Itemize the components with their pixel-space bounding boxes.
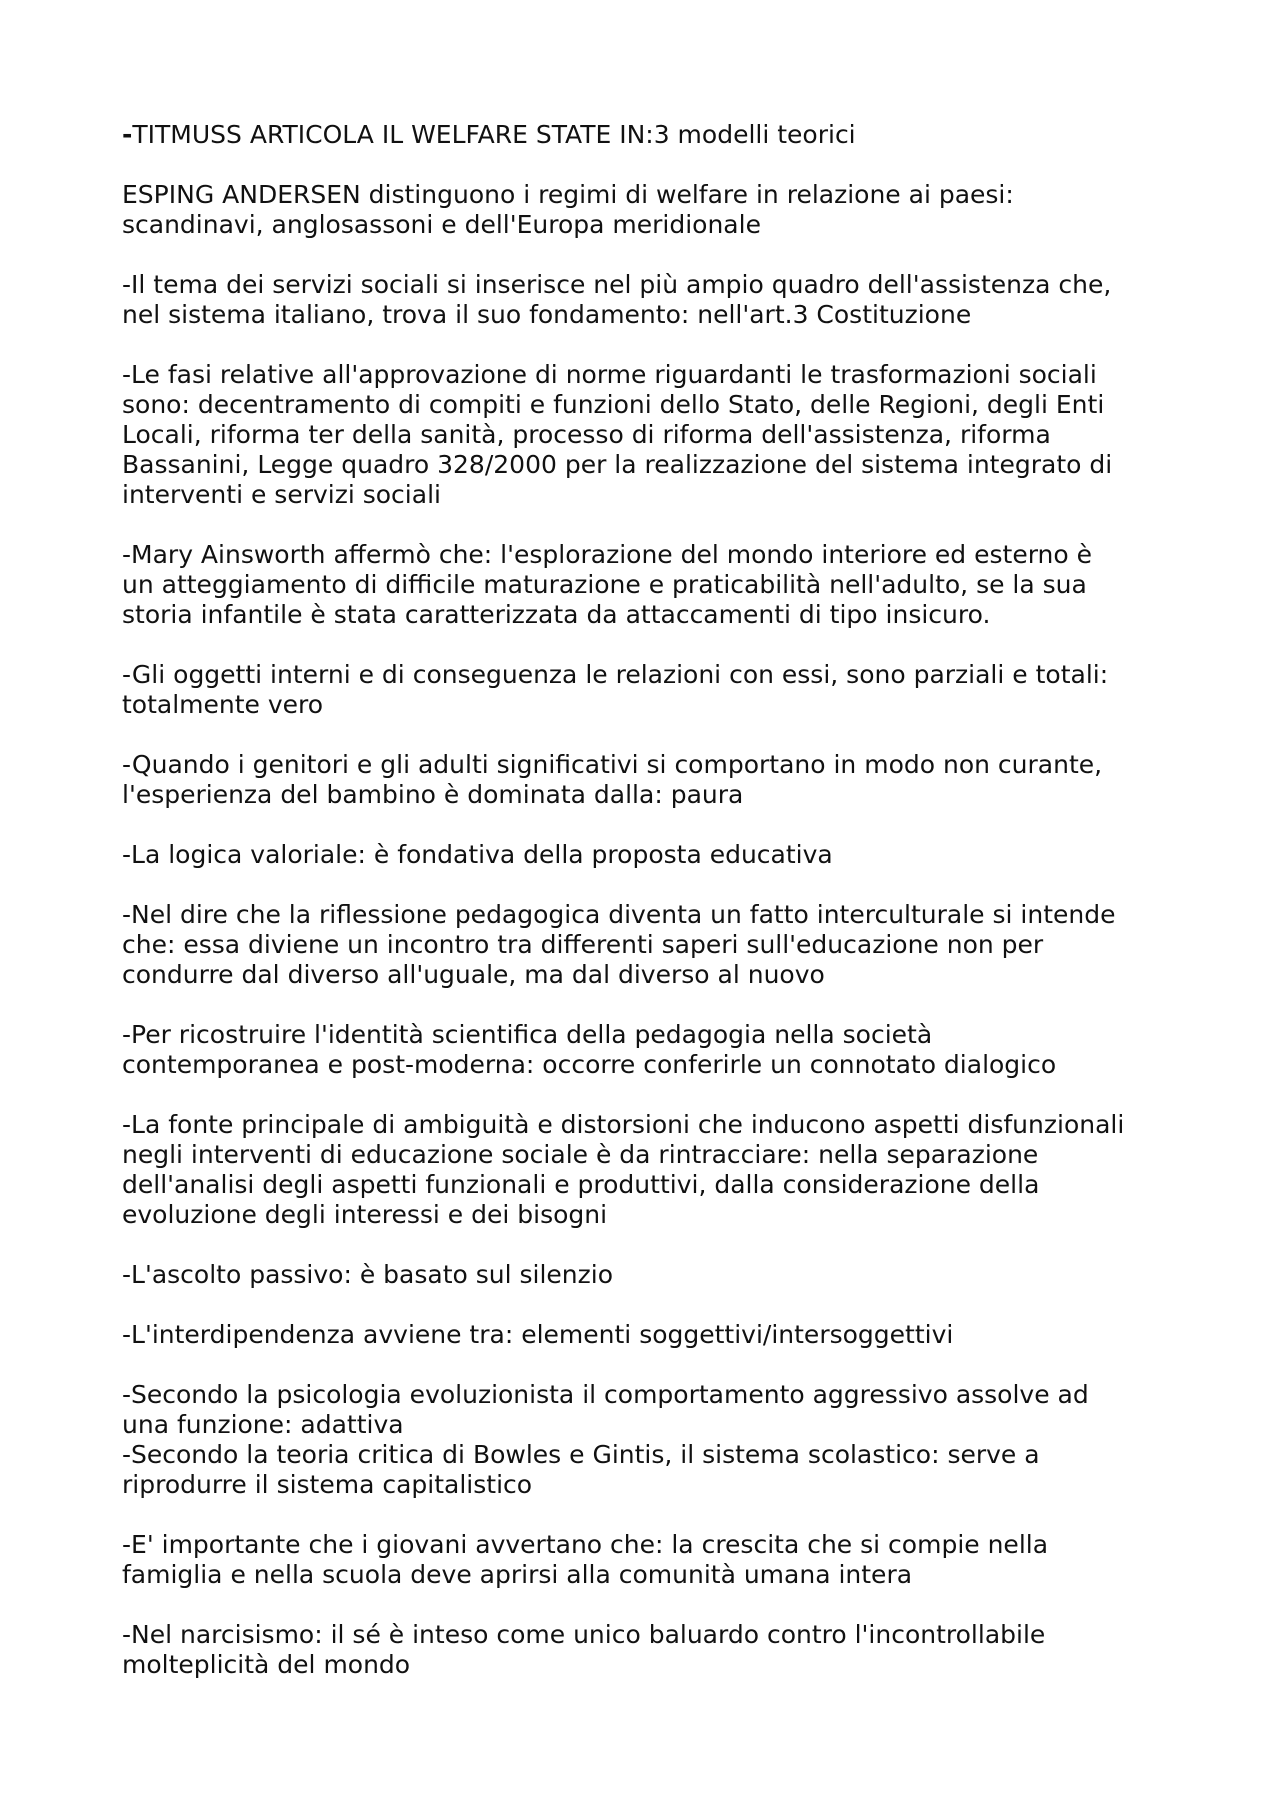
paragraph-genitori: -Quando i genitori e gli adulti significativi si comportano in modo non curante, l'esperienza del bambino è dominata dalla: paura (122, 750, 1103, 809)
paragraph-logica-valoriale: -La logica valoriale: è fondativa della proposta educativa (122, 840, 833, 869)
document-page (122, 120, 1172, 1710)
paragraph-fonte-ambiguita: -La fonte principale di ambiguità e distorsioni che inducono aspetti disfunzionali negli interventi di educazione sociale è da rintracciare: nella separazione dell'analisi degli aspetti funzionali e produttivi, dalla considerazione della evoluzione degli interessi e dei bisogni (122, 1110, 1125, 1229)
paragraph-narcisismo: -Nel narcisismo: il sé è inteso come unico baluardo contro l'incontrollabile molteplicità del mondo (122, 1620, 1046, 1679)
paragraph-fasi-norme: -Le fasi relative all'approvazione di norme riguardanti le trasformazioni sociali sono: decentramento di compiti e funzioni dello Stato, delle Regioni, degli Enti Locali, riforma ter della sanità, processo di riforma dell'assistenza, riforma Bassanini, Legge quadro 328/2000 per la realizzazione del sistema integrato di interventi e servizi sociali (122, 360, 1113, 509)
paragraph-servizi-sociali: -Il tema dei servizi sociali si inserisce nel più ampio quadro dell'assistenza che, nel sistema italiano, trova il suo fondamento: nell'art.3 Costituzione (122, 270, 1112, 329)
paragraph-giovani: -E' importante che i giovani avvertano che: la crescita che si compie nella famiglia e nella scuola deve aprirsi alla comunità umana intera (122, 1530, 1049, 1589)
paragraph-ascolto-passivo: -L'ascolto passivo: è basato sul silenzio (122, 1260, 614, 1289)
paragraph-bowles-gintis: -Secondo la teoria critica di Bowles e Gintis, il sistema scolastico: serve a riprodurre il sistema capitalistico (122, 1440, 1040, 1499)
title-text: TITMUSS ARTICOLA IL WELFARE STATE IN:3 modelli teorici (132, 120, 856, 149)
title-dash: - (122, 120, 133, 149)
paragraph-psicologia-evoluzionista: -Secondo la psicologia evoluzionista il comportamento aggressivo assolve ad una funzione: adattiva (122, 1380, 1089, 1439)
paragraph-identita-scientifica: -Per ricostruire l'identità scientifica della pedagogia nella società contemporanea e post-moderna: occorre conferirle un connotato dialogico (122, 1020, 1057, 1079)
document-title (122, 120, 1172, 150)
paragraph-mary-ainsworth: -Mary Ainsworth affermò che: l'esplorazione del mondo interiore ed esterno è un atteggiamento di difficile maturazione e praticabilità nell'adulto, se la sua storia infantile è stata caratterizzata da attaccamenti di tipo insicuro. (122, 540, 1093, 629)
paragraph-esping-andersen: ESPING ANDERSEN distinguono i regimi di welfare in relazione ai paesi: scandinavi, anglosassoni e dell'Europa meridionale (122, 180, 1014, 239)
paragraph-riflessione-pedagogica: -Nel dire che la riflessione pedagogica diventa un fatto interculturale si intende che: essa diviene un incontro tra differenti saperi sull'educazione non per condurre dal diverso all'uguale, ma dal diverso al nuovo (122, 900, 1116, 989)
paragraph-interdipendenza: -L'interdipendenza avviene tra: elementi soggettivi/intersoggettivi (122, 1320, 954, 1349)
paragraph-oggetti-interni: -Gli oggetti interni e di conseguenza le relazioni con essi, sono parziali e totali: totalmente vero (122, 660, 1109, 719)
